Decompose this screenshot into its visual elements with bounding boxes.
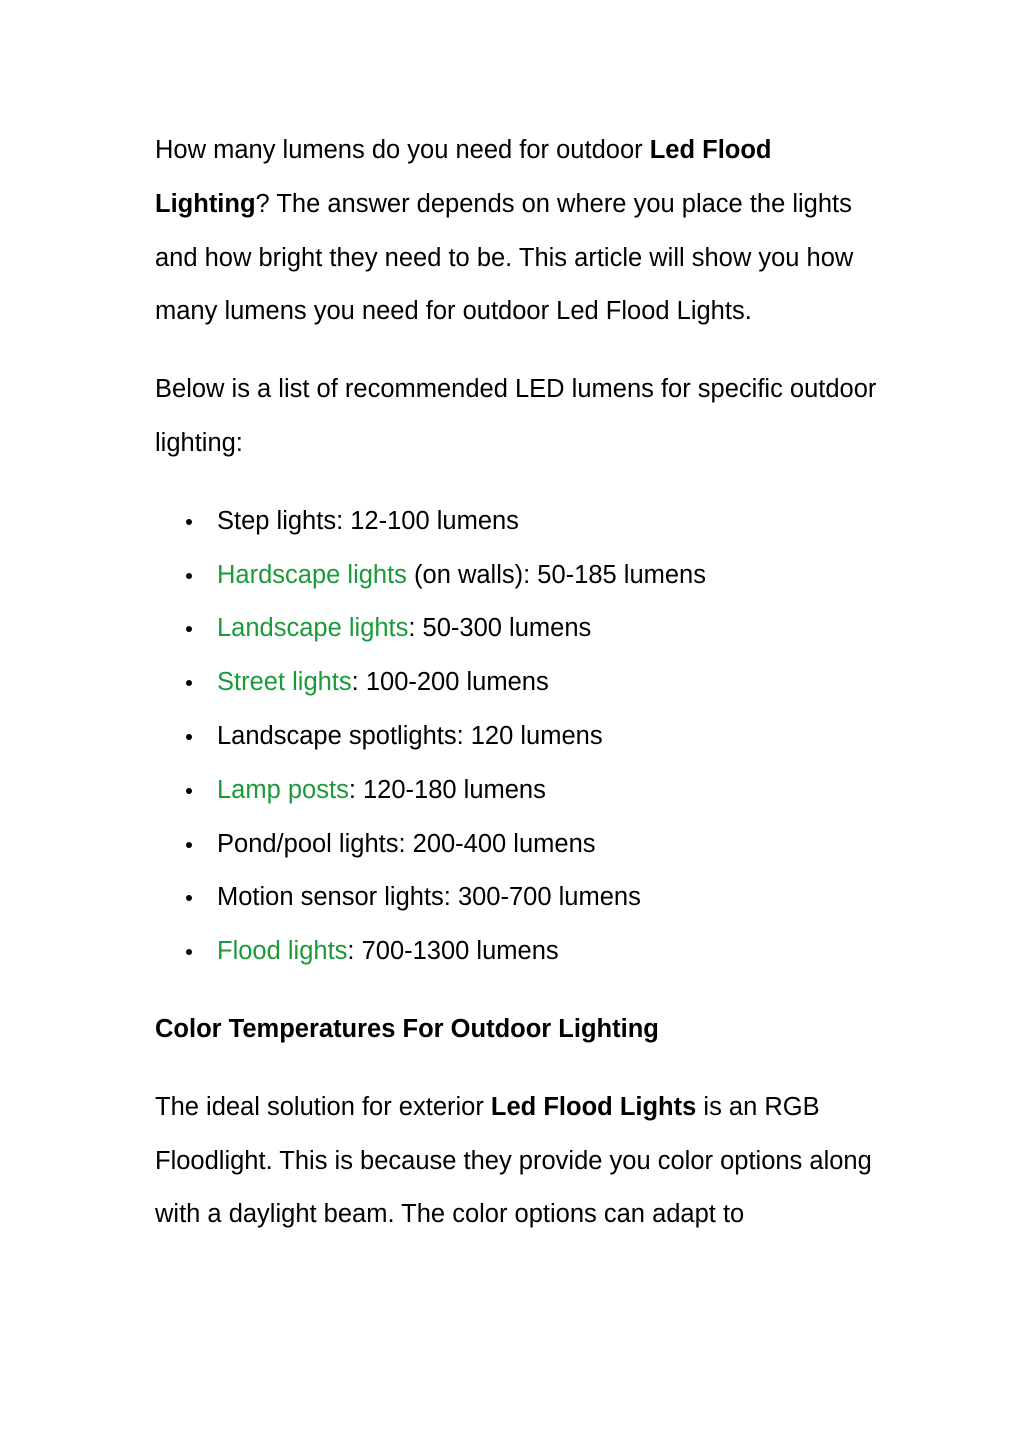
closing-text-1: The ideal solution for exterior [155,1092,491,1121]
list-item-text: : 50-300 lumens [408,614,592,643]
list-item [155,602,890,656]
list-item [155,495,890,549]
list-item-link[interactable]: Landscape lights [217,614,409,643]
list-item-link[interactable]: Street lights [217,668,352,697]
bullet-icon [186,680,192,686]
list-item [155,764,890,818]
bullet-icon [186,734,192,740]
list-item-text: (on walls): 50-185 lumens [406,560,706,589]
list-item-text: Landscape spotlights: 120 lumens [217,721,603,750]
bullet-icon [186,788,192,794]
closing-paragraph [155,1081,890,1242]
list-item [155,871,890,925]
closing-text-2: is an RGB Floodlight. This is because they provide you color options along with a daylight beam. The color options can adapt to [155,1092,872,1229]
bullet-icon [186,949,192,955]
list-item-text: : 100-200 lumens [351,668,549,697]
list-item-text: Step lights: 12-100 lumens [217,506,519,535]
list-item-text: Motion sensor lights: 300-700 lumens [217,883,641,912]
closing-bold-term: Led Flood Lights [490,1092,697,1121]
list-intro-paragraph: Below is a list of recommended LED lumens for specific outdoor lighting: [155,375,877,457]
bullet-icon [186,842,192,848]
intro-text-2: ? The answer depends on where you place the lights and how bright they need to be. This article will show you how many lumens you need for outdoor Led Flood Lights. [155,189,854,326]
list-item-text: : 120-180 lumens [348,775,546,804]
intro-text-1: How many lumens do you need for outdoor [155,136,650,164]
list-item-text: : 700-1300 lumens [347,937,559,966]
list-item-text: Pond/pool lights: 200-400 lumens [217,829,596,858]
bullet-icon [186,895,192,901]
intro-bold-term: Led Flood Lighting [155,136,772,218]
bullet-icon [186,626,192,632]
list-item-link[interactable]: Hardscape lights [217,560,407,589]
list-item [155,818,890,872]
list-item [155,925,890,979]
list-item [155,549,890,603]
section-heading: Color Temperatures For Outdoor Lighting [155,1014,659,1043]
list-item [155,710,890,764]
list-item-link[interactable]: Lamp posts [217,775,349,804]
bullet-icon [186,519,192,525]
document-body [155,124,890,1242]
list-item [155,656,890,710]
bullet-icon [186,573,192,579]
lumens-list [155,495,890,979]
intro-paragraph [155,124,890,339]
list-item-link[interactable]: Flood lights [217,937,348,966]
